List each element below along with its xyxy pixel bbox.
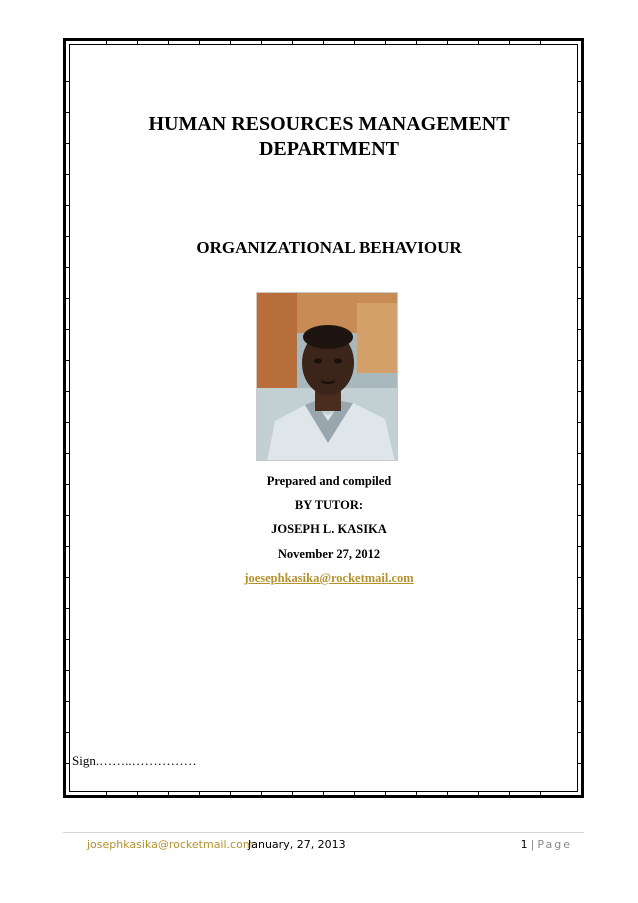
prepared-label: Prepared and compiled: [266, 474, 392, 488]
border-ticks-right: [577, 51, 581, 785]
border-ticks-bottom: [76, 791, 571, 795]
page-number: 1: [520, 838, 528, 851]
footer-date: January, 27, 2013: [248, 838, 346, 851]
department-title-line2: DEPARTMENT: [258, 138, 400, 160]
course-title: ORGANIZATIONAL BEHAVIOUR: [196, 238, 462, 257]
footer-divider: [63, 832, 584, 833]
department-title: [100, 112, 558, 162]
document-date: November 27, 2012: [277, 547, 381, 561]
page-word: Page: [537, 838, 572, 851]
department-title-line1: HUMAN RESOURCES MANAGEMENT: [148, 113, 510, 135]
page-separator: |: [530, 838, 535, 851]
footer-email: josephkasika@rocketmail.com: [87, 838, 254, 851]
footer-page-number: [521, 838, 572, 851]
by-tutor-label: BY TUTOR:: [294, 498, 364, 512]
border-ticks-top: [76, 41, 571, 45]
author-photo-image: [257, 293, 398, 461]
border-ticks-left: [66, 51, 70, 785]
author-name: JOSEPH L. KASIKA: [271, 522, 387, 536]
author-photo: [256, 292, 398, 461]
author-email-link[interactable]: joesephkasika@rocketmail.com: [244, 571, 414, 585]
signature-line: Sign.……..……………: [72, 753, 197, 768]
